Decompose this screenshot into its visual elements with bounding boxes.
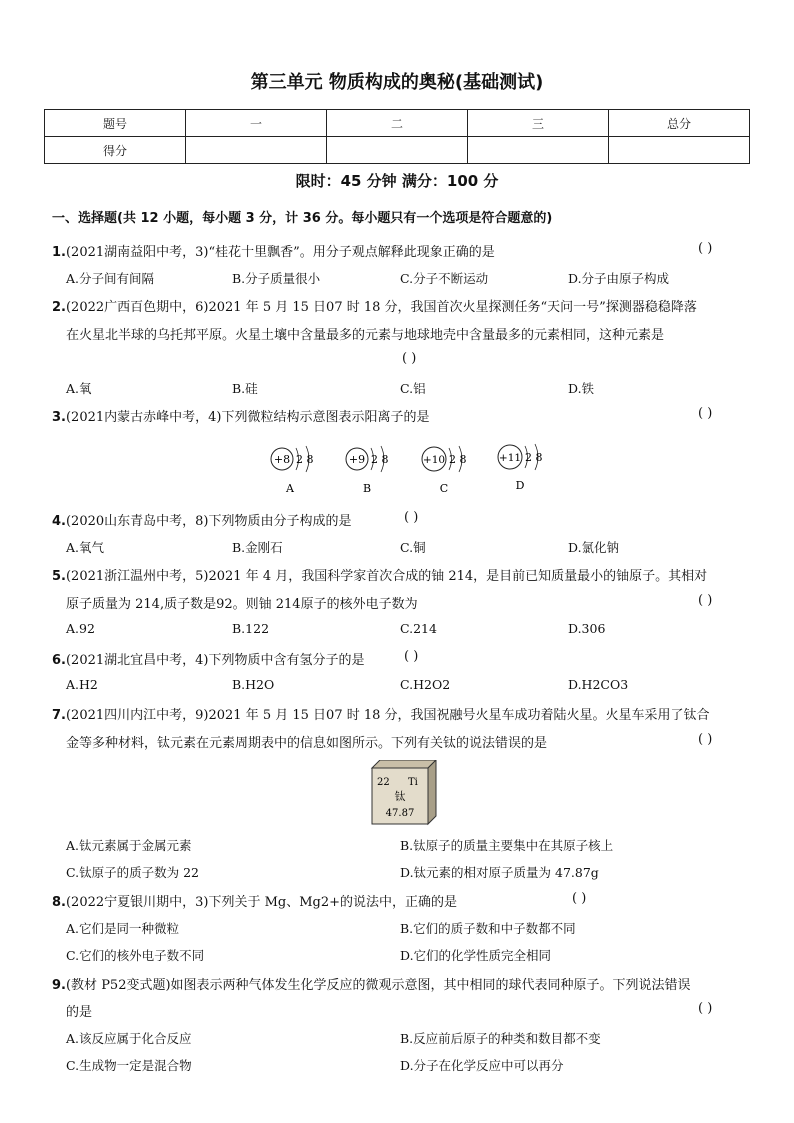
option-c: C.它们的核外电子数不同 [66,948,205,963]
question-number: 9. [52,978,66,993]
question-8 [52,891,457,910]
score-input-cell[interactable] [327,137,468,164]
question-7 [52,704,710,723]
option-a: A.分子间有间隔 [66,271,155,286]
option-c: C.铜 [400,540,426,555]
option-d: D.氯化钠 [568,540,620,555]
option-c: C.铝 [400,381,426,396]
page-title: 第三单元 物质构成的奥秘(基础测试) [250,72,544,93]
question-text: (2021浙江温州中考，5)2021 年 4 月，我国科学家首次合成的铀 214，是目前已知质量最小的铀原子。其相对 [65,569,708,584]
option-b: B.分子质量很小 [232,271,321,286]
question-text-cont: 金等多种材料，钛元素在元素周期表中的信息如图所示。下列有关钛的说法错误的是 [66,736,548,751]
answer-blank[interactable]: ( ) [698,593,713,608]
electron-shells: 2 8 [371,453,389,466]
option-c: C.214 [400,621,437,636]
atom-diagram-c [422,446,467,495]
score-table-cell: 得分 [45,137,186,164]
option-d: D.H2CO3 [568,677,629,692]
question-number: 6. [52,653,66,668]
score-table-header-row [45,110,750,137]
atom-diagram-a [271,446,314,495]
answer-blank[interactable]: ( ) [572,891,587,906]
answer-blank[interactable]: ( ) [404,510,419,525]
question-1 [52,241,495,260]
score-table-cell: 一 [186,110,327,137]
question-number: 4. [52,514,66,529]
question-number: 5. [52,569,66,584]
electron-shells: 2 8 [525,451,543,464]
question-9 [52,974,691,993]
option-d: D.分子在化学反应中可以再分 [400,1058,564,1073]
option-a: A.钛元素属于金属元素 [66,838,192,853]
option-b: B.反应前后原子的种类和数目都不变 [400,1031,601,1046]
score-table-cell: 二 [327,110,468,137]
option-a: A.H2 [66,677,98,692]
option-a: A.92 [66,621,95,636]
atom-diagram-b [346,446,389,495]
option-d: D.分子由原子构成 [568,271,670,286]
option-c: C.H2O2 [400,677,451,692]
score-input-cell[interactable] [186,137,327,164]
score-table-cell: 题号 [45,110,186,137]
option-d: D.铁 [568,381,595,396]
diagram-label: D [515,479,525,492]
answer-blank[interactable]: ( ) [698,732,713,747]
option-b: B.金刚石 [232,540,283,555]
question-2 [52,296,697,315]
option-b: B.硅 [232,381,258,396]
answer-blank[interactable]: ( ) [404,649,419,664]
option-c: C.分子不断运动 [400,271,489,286]
option-d: D.306 [568,621,606,636]
option-b: B.122 [232,621,270,636]
question-text: (2021湖北宜昌中考，4)下列物质中含有氢分子的是 [65,653,365,668]
atom-diagram-d [498,444,543,492]
element-symbol: Ti [408,777,418,788]
atom-structure-diagrams [262,440,552,500]
score-table-score-row [45,137,750,164]
question-text: (2021内蒙古赤峰中考，4)下列微粒结构示意图表示阳离子的是 [65,410,430,425]
question-number: 7. [52,708,66,723]
nucleus-charge: +10 [422,454,446,466]
atomic-number: 22 [377,777,390,788]
question-5 [52,565,707,584]
question-number: 3. [52,410,66,425]
question-number: 2. [52,300,66,315]
option-b: B.它们的质子数和中子数都不同 [400,921,576,936]
score-table [44,109,750,164]
titanium-element-cube [366,760,438,826]
score-input-cell[interactable] [609,137,750,164]
time-limit: 限时：45 分钟 满分：100 分 [295,172,499,190]
diagram-label: B [362,482,372,495]
option-b: B.H2O [232,677,275,692]
score-input-cell[interactable] [468,137,609,164]
question-text: (2021四川内江中考，9)2021 年 5 月 15 日07 时 18 分，我国祝融号火星车成功着陆火星。火星车采用了钛合 [65,708,710,723]
question-text: (2022广西百色期中，6)2021 年 5 月 15 日07 时 18 分，我国首次火星探测任务“天问一号”探测器稳稳降落 [65,300,697,315]
score-table-cell: 总分 [609,110,750,137]
answer-blank[interactable]: ( ) [698,406,713,421]
diagram-label: A [286,482,294,495]
atomic-mass: 47.87 [385,808,415,819]
section-heading: 一、选择题(共 12 小题，每小题 3 分，计 36 分。每小题只有一个选项是符合题意的) [52,211,553,226]
question-6 [52,649,364,668]
question-text: (2020山东青岛中考，8)下列物质由分子构成的是 [65,514,352,529]
question-text: (教材 P52变式题)如图表示两种气体发生化学反应的微观示意图，其中相同的球代表同种原子。下列说法错误 [65,978,691,993]
option-c: C.生成物一定是混合物 [66,1058,192,1073]
nucleus-charge: +11 [498,452,522,464]
question-text-cont: 的是 [66,1005,93,1020]
question-4 [52,510,351,529]
option-d: D.它们的化学性质完全相同 [400,948,552,963]
electron-shells: 2 8 [296,453,314,466]
answer-blank[interactable]: ( ) [698,241,713,256]
option-a: A.它们是同一种微粒 [66,921,180,936]
question-3 [52,406,429,425]
electron-shells: 2 8 [449,453,467,466]
option-a: A.氧 [66,381,92,396]
question-text-cont: 在火星北半球的乌托邦平原。火星土壤中含量最多的元素与地球地壳中含量最多的元素相同，这种元素是 [66,328,665,343]
option-a: A.氧气 [66,540,105,555]
option-b: B.钛原子的质量主要集中在其原子核上 [400,838,614,853]
question-text: (2021湖南益阳中考，3)“桂花十里飘香”。用分子观点解释此现象正确的是 [65,245,495,260]
answer-blank[interactable]: ( ) [402,351,417,366]
question-text: (2022宁夏银川期中，3)下列关于 Mg、Mg2+的说法中，正确的是 [65,895,458,910]
option-a: A.该反应属于化合反应 [66,1031,192,1046]
element-name: 钛 [394,790,406,803]
score-table-cell: 三 [468,110,609,137]
option-d: D.钛元素的相对原子质量为 47.87g [400,865,599,880]
diagram-label: C [439,482,449,495]
nucleus-charge: +8 [273,453,291,466]
option-c: C.钛原子的质子数为 22 [66,865,199,880]
question-number: 1. [52,245,66,260]
nucleus-charge: +9 [348,453,366,466]
question-number: 8. [52,895,66,910]
answer-blank[interactable]: ( ) [698,1001,713,1016]
question-text-cont: 原子质量为 214,质子数是92。则铀 214原子的核外电子数为 [66,597,418,612]
